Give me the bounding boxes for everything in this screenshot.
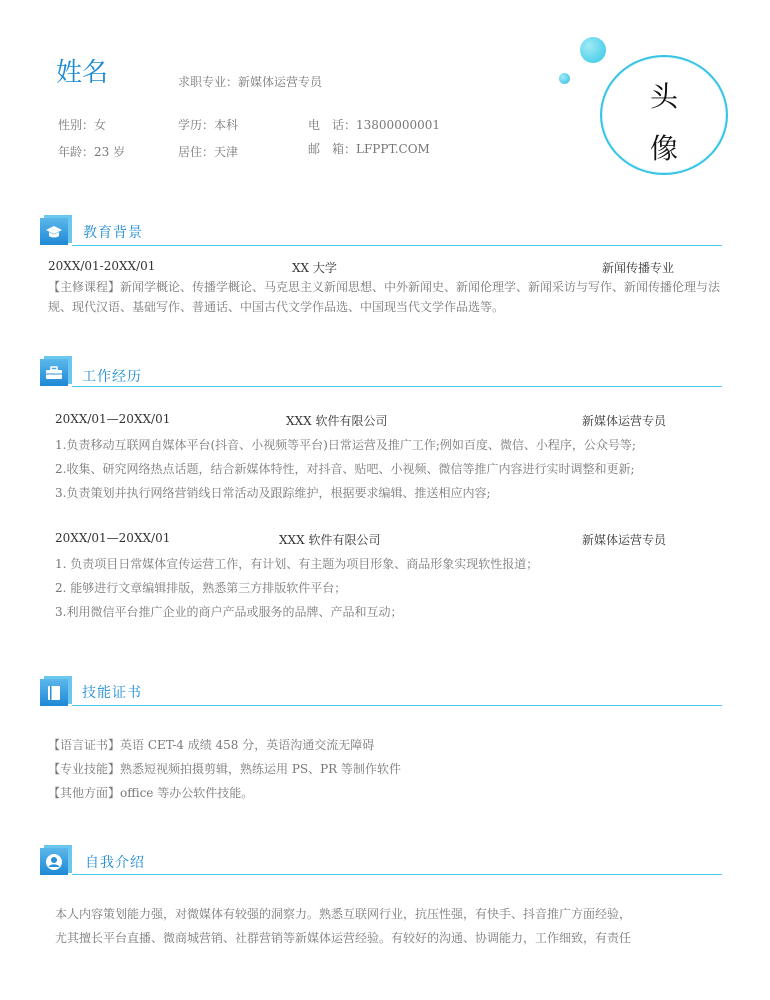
email-label: 邮 箱： [308, 142, 357, 156]
job-1-company: XXX 软件有限公司 [286, 414, 388, 428]
skills-divider [72, 705, 722, 706]
about-line-2: 尤其擅长平台直播、微商城营销、社群营销等新媒体运营经验。有较好的沟通、协调能力，工作细致，有责任 [55, 931, 632, 945]
phone-number: 13800000001 [356, 118, 440, 132]
education-school: XX 大学 [292, 261, 337, 275]
skill-item-language: 【语言证书】英语 CET-4 成绩 458 分，英语沟通交流无障碍 [48, 738, 375, 752]
education-divider [72, 245, 722, 246]
avatar-text-top: 头 [649, 80, 678, 113]
skill-item-professional: 【专业技能】熟悉短视频拍摄剪辑，熟练运用 PS、PR 等制作软件 [48, 762, 402, 776]
residence: 居住：天津 [178, 145, 239, 159]
about-section-title: 自我介绍 [85, 855, 145, 871]
phone-row [308, 116, 440, 133]
book-icon [40, 679, 68, 706]
job-2-company: XXX 软件有限公司 [279, 533, 381, 547]
about-section-icon-box [40, 845, 72, 875]
education-date: 20XX/01-20XX/01 [48, 259, 156, 273]
job-2-duty-3: 3.利用微信平台推广企业的商户产品或服务的品牌、产品和互动； [55, 605, 403, 619]
avatar-text-bottom: 像 [649, 132, 678, 165]
decorative-bubble-large [580, 37, 606, 63]
job-1-position: 新媒体运营专员 [582, 414, 667, 428]
education-courses: 【主修课程】新闻学概论、传播学概论、马克思主义新闻思想、中外新闻史、新闻伦理学、新闻采访与写作、新闻传播伦理与法规、现代汉语、基础写作、普通话、中国古代文学作品选、中国现当代文学作品选等。 [48, 280, 721, 314]
briefcase-icon [40, 359, 68, 386]
about-divider [72, 874, 722, 875]
job-2-date: 20XX/01—20XX/01 [55, 531, 171, 545]
resume-name: 姓名 [56, 58, 109, 88]
avatar-placeholder [600, 55, 728, 175]
user-icon [40, 848, 68, 875]
education-level: 学历：本科 [178, 118, 239, 132]
work-section-title: 工作经历 [82, 369, 142, 385]
job-2-duty-1: 1. 负责项目日常媒体宣传运营工作，有计划、有主题为项目形象、商品形象实现软性报道； [55, 557, 539, 571]
phone-label: 电 话： [308, 118, 357, 132]
work-section-icon-box [40, 356, 72, 386]
education-section-icon-box [40, 215, 72, 245]
education-section-title: 教育背景 [83, 225, 143, 241]
email-row [308, 140, 430, 157]
job-2-position: 新媒体运营专员 [582, 533, 667, 547]
job-1-duty-1: 1.负责移动互联网自媒体平台(抖音、小视频等平台)日常运营及推广工作;例如百度、微信、小程序，公众号等; [55, 438, 636, 452]
age: 年龄：23 岁 [58, 145, 126, 159]
job-1-duty-2: 2.收集、研究网络热点话题，结合新媒体特性，对抖音、贴吧、小视频、微信等推广内容进行实时调整和更新; [55, 462, 635, 476]
email-address: LFPPT.COM [356, 142, 430, 156]
skills-section-title: 技能证书 [82, 685, 142, 701]
skills-section-icon-box [40, 676, 72, 706]
job-target: 求职专业：新媒体运营专员 [178, 75, 323, 89]
graduation-cap-icon [40, 218, 68, 245]
decorative-bubble-small [559, 73, 570, 84]
job-2-duty-2: 2. 能够进行文章编辑排版，熟悉第三方排版软件平台； [55, 581, 347, 595]
about-line-1: 本人内容策划能力强，对微媒体有较强的洞察力。熟悉互联网行业，抗压性强，有快手、抖音推广方面经验， [55, 907, 632, 921]
skill-item-other: 【其他方面】office 等办公软件技能。 [48, 786, 254, 800]
job-1-duty-3: 3.负责策划并执行网络营销线日常活动及跟踪维护，根据要求编辑、推送相应内容; [55, 486, 491, 500]
job-1-date: 20XX/01—20XX/01 [55, 412, 171, 426]
work-divider [72, 386, 722, 387]
gender: 性别：女 [58, 118, 107, 132]
education-major: 新闻传播专业 [602, 261, 675, 275]
